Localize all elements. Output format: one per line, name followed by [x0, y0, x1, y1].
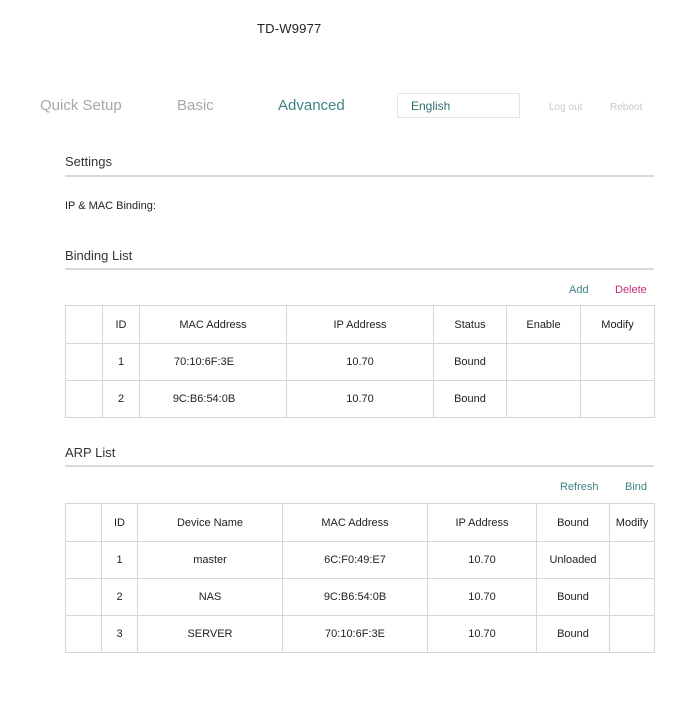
- cell-id: 1: [102, 542, 138, 579]
- row-select-cell[interactable]: [66, 542, 102, 579]
- language-select[interactable]: [397, 93, 520, 118]
- column-header-modify: Modify: [610, 504, 655, 542]
- cell-modify[interactable]: [581, 344, 655, 381]
- column-header-ip-address: IP Address: [287, 306, 434, 344]
- tab-advanced[interactable]: Advanced: [278, 97, 345, 114]
- cell-bound: Bound: [537, 579, 610, 616]
- language-selected-label: English: [411, 99, 451, 113]
- cell-id: 3: [102, 616, 138, 653]
- cell-modify[interactable]: [610, 542, 655, 579]
- cell-mac-address: 9C:B6:54:0B: [283, 579, 428, 616]
- cell-ip-address: 10.70: [428, 616, 537, 653]
- row-select-cell[interactable]: [66, 344, 103, 381]
- cell-mac-address: 70:10:6F:3E: [283, 616, 428, 653]
- column-header-ip-address: IP Address: [428, 504, 537, 542]
- cell-id: 1: [103, 344, 140, 381]
- cell-status: Bound: [434, 381, 507, 418]
- cell-enable[interactable]: [507, 344, 581, 381]
- table-row: [66, 344, 655, 381]
- bind-button[interactable]: Bind: [625, 481, 648, 493]
- cell-ip-address: 10.70: [287, 344, 434, 381]
- cell-modify[interactable]: [610, 616, 655, 653]
- model-title: TD-W9977: [257, 21, 322, 36]
- binding-list-table: [65, 305, 655, 418]
- cell-enable[interactable]: [507, 381, 581, 418]
- cell-device-name: SERVER: [138, 616, 283, 653]
- binding-list-title: Binding List: [65, 248, 133, 263]
- cell-ip-address: 10.70: [287, 381, 434, 418]
- cell-mac-address: 9C:B6:54:0B: [140, 381, 287, 418]
- settings-divider: [65, 175, 654, 177]
- column-header-status: Status: [434, 306, 507, 344]
- cell-id: 2: [102, 579, 138, 616]
- column-header-device-name: Device Name: [138, 504, 283, 542]
- cell-bound: Unloaded: [537, 542, 610, 579]
- binding-list-header-row: [66, 306, 655, 344]
- column-header-bound: Bound: [537, 504, 610, 542]
- table-row: [66, 542, 655, 579]
- row-select-cell[interactable]: [66, 616, 102, 653]
- cell-device-name: master: [138, 542, 283, 579]
- binding-list-divider: [65, 268, 654, 270]
- column-header-id: ID: [103, 306, 140, 344]
- table-row: [66, 579, 655, 616]
- table-row: [66, 381, 655, 418]
- arp-list-table: [65, 503, 655, 653]
- cell-mac-address: 6C:F0:49:E7: [283, 542, 428, 579]
- tab-quick-setup[interactable]: Quick Setup: [40, 97, 122, 114]
- select-all-checkbox-cell[interactable]: [66, 504, 102, 542]
- tab-basic[interactable]: Basic: [177, 97, 214, 114]
- cell-device-name: NAS: [138, 579, 283, 616]
- cell-ip-address: 10.70: [428, 579, 537, 616]
- table-row: [66, 616, 655, 653]
- arp-list-header-row: [66, 504, 655, 542]
- add-button[interactable]: Add: [569, 284, 589, 296]
- column-header-enable: Enable: [507, 306, 581, 344]
- cell-bound: Bound: [537, 616, 610, 653]
- arp-list-divider: [65, 465, 654, 467]
- column-header-mac-address: MAC Address: [283, 504, 428, 542]
- cell-modify[interactable]: [610, 579, 655, 616]
- column-header-modify: Modify: [581, 306, 655, 344]
- select-all-checkbox-cell[interactable]: [66, 306, 103, 344]
- column-header-id: ID: [102, 504, 138, 542]
- reboot-link[interactable]: Reboot: [610, 102, 643, 113]
- arp-list-title: ARP List: [65, 445, 116, 460]
- cell-ip-address: 10.70: [428, 542, 537, 579]
- refresh-button[interactable]: Refresh: [560, 481, 599, 493]
- row-select-cell[interactable]: [66, 579, 102, 616]
- cell-modify[interactable]: [581, 381, 655, 418]
- logout-link[interactable]: Log out: [549, 102, 583, 113]
- column-header-mac-address: MAC Address: [140, 306, 287, 344]
- ip-mac-binding-label: IP & MAC Binding:: [65, 200, 156, 212]
- cell-mac-address: 70:10:6F:3E: [140, 344, 287, 381]
- settings-title: Settings: [65, 154, 112, 169]
- cell-status: Bound: [434, 344, 507, 381]
- cell-id: 2: [103, 381, 140, 418]
- delete-button[interactable]: Delete: [615, 284, 647, 296]
- row-select-cell[interactable]: [66, 381, 103, 418]
